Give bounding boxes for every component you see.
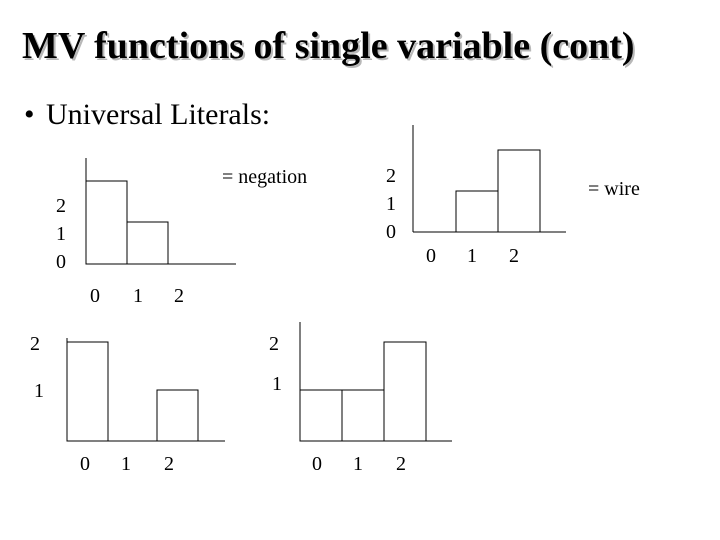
negation-caption: = negation: [222, 166, 308, 188]
wire-y-tick: 0: [386, 221, 396, 243]
bottom-right-bar-0: [300, 390, 342, 441]
wire-graph: [413, 125, 566, 232]
bottom-right-bar-2: [384, 342, 426, 441]
wire-x-tick: 0: [426, 245, 436, 267]
negation-x-tick: 0: [90, 285, 100, 307]
bottom-right-x-tick: 0: [312, 453, 322, 475]
bottom-left-x-tick: 2: [164, 453, 174, 475]
wire-x-tick: 1: [467, 245, 477, 267]
negation-y-tick: 0: [56, 251, 66, 273]
bottom-left-y-tick: 1: [34, 380, 44, 402]
negation-x-tick: 2: [174, 285, 184, 307]
wire-y-tick: 2: [386, 165, 396, 187]
negation-bar-0: [86, 181, 127, 264]
bottom-left-bar-2: [157, 390, 198, 441]
bottom-right-graph: [300, 322, 452, 441]
bottom-left-x-tick: 1: [121, 453, 131, 475]
bottom-left-y-tick: 2: [30, 333, 40, 355]
bottom-right-x-tick: 1: [353, 453, 363, 475]
bottom-left-bar-0: [67, 342, 108, 441]
bottom-left-x-tick: 0: [80, 453, 90, 475]
wire-bar-1: [456, 191, 498, 232]
bottom-right-x-tick: 2: [396, 453, 406, 475]
wire-y-tick: 1: [386, 193, 396, 215]
wire-x-tick: 2: [509, 245, 519, 267]
bottom-right-y-tick: 2: [269, 333, 279, 355]
bottom-left-graph: [67, 338, 225, 441]
bottom-right-bar-1: [342, 390, 384, 441]
bullet-dot: •: [24, 98, 35, 131]
negation-y-tick: 1: [56, 223, 66, 245]
negation-bar-1: [127, 222, 168, 264]
wire-bar-2: [498, 150, 540, 232]
bottom-right-y-tick: 1: [272, 373, 282, 395]
negation-x-tick: 1: [133, 285, 143, 307]
negation-graph: [86, 158, 236, 264]
wire-caption: = wire: [588, 178, 640, 200]
negation-y-tick: 2: [56, 195, 66, 217]
bullet-text: Universal Literals:: [46, 98, 271, 131]
slide-title: MV functions of single variable (cont): [22, 25, 635, 67]
